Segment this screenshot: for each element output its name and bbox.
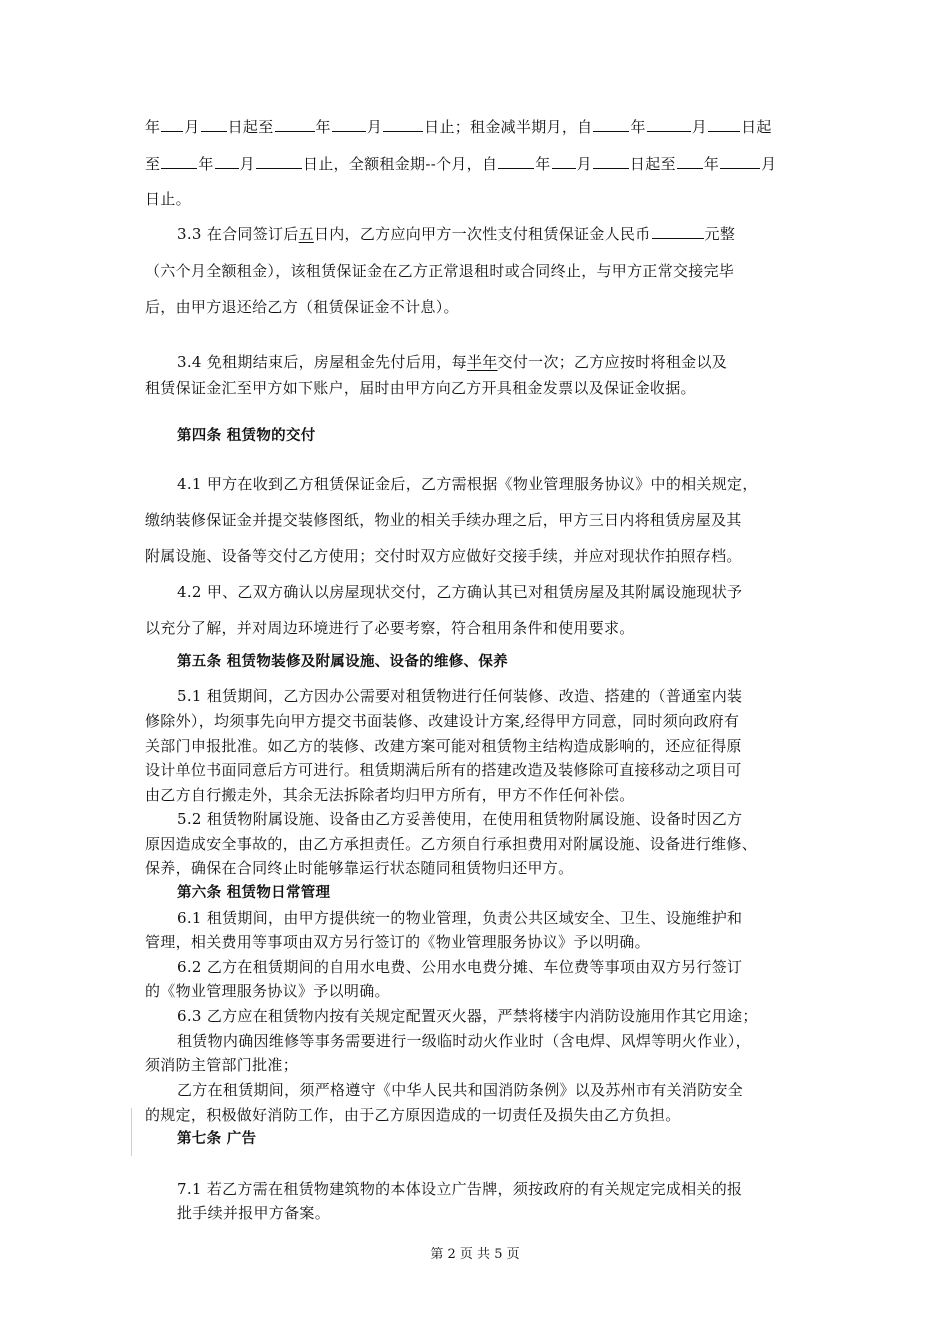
rent-period-line-2: 至 年 月 日止，全额租金期--个月，自 年 月 日起至 年 月 — [145, 155, 777, 173]
paragraph-4-2-line-1: 4.2 甲、乙双方确认以房屋现状交付，乙方确认其已对租赁房屋及其附属设施现状予 — [177, 583, 743, 601]
paragraph-5-1-line-5: 由乙方自行搬走外，其余无法拆除者均归甲方所有，甲方不作任何补偿。 — [145, 786, 635, 804]
paragraph-4-1-line-1: 4.1 甲方在收到乙方租赁保证金后，乙方需根据《物业管理服务协议》中的相关规定， — [177, 475, 758, 493]
rent-period-line-3: 日止。 — [145, 190, 191, 208]
paragraph-6-2-line-1: 6.2 乙方在租赁期间的自用水电费、公用水电费分摊、车位费等事项由双方另行签订 — [177, 958, 743, 976]
paragraph-5-2-line-1: 5.2 租赁物附属设施、设备由乙方妥善使用，在使用租赁物附属设施、设备时因乙方 — [177, 810, 743, 828]
paragraph-3-4-line-1: 3.4 免租期结束后，房屋租金先付后用，每半年交付一次；乙方应按时将租金以及 — [177, 353, 728, 371]
paragraph-6-3-line-1: 6.3 乙方应在租赁物内按有关规定配置灭火器，严禁将楼宇内消防设施用作其它用途； — [177, 1007, 758, 1025]
paragraph-7-1-line-2: 批手续并报甲方备案。 — [177, 1204, 331, 1222]
paragraph-4-1-line-2: 缴纳装修保证金并提交装修图纸，物业的相关手续办理之后，甲方三日内将租赁房屋及其 — [145, 511, 742, 529]
clause-6-heading: 第六条 租赁物日常管理 — [177, 885, 331, 901]
paragraph-6-3-line-5: 的规定，积极做好消防工作，由于乙方原因造成的一切责任及损失由乙方负担。 — [145, 1106, 681, 1124]
paragraph-3-3-line-2: （六个月全额租金），该租赁保证金在乙方正常退租时或合同终止，与甲方正常交接完毕 — [145, 262, 735, 280]
paragraph-6-3-line-4: 乙方在租赁期间，须严格遵守《中华人民共和国消防条例》以及苏州市有关消防安全 — [177, 1081, 744, 1099]
paragraph-5-1-line-1: 5.1 租赁期间，乙方因办公需要对租赁物进行任何装修、改造、搭建的（普通室内装 — [177, 687, 743, 705]
paragraph-6-2-line-2: 的《物业管理服务协议》予以明确。 — [145, 982, 390, 1000]
paragraph-6-3-line-2: 租赁物内确因维修等事务需要进行一级临时动火作业时（含电焊、风焊等明火作业）， — [177, 1032, 751, 1050]
paragraph-5-1-line-2: 修除外），均须事先向甲方提交书面装修、改建设计方案,经得甲方同意，同时须向政府有 — [145, 712, 740, 730]
clause-7-heading: 第七条 广告 — [177, 1131, 257, 1147]
clause-5-heading: 第五条 租赁物装修及附属设施、设备的维修、保养 — [177, 654, 508, 670]
paragraph-6-3-line-3: 须消防主管部门批准； — [145, 1056, 299, 1074]
paragraph-3-3-line-1: 3.3 在合同签订后五日内，乙方应向甲方一次性支付租赁保证金人民币 元整 — [177, 225, 736, 243]
paragraph-5-2-line-2: 原因造成安全事故的，由乙方承担责任。乙方须自行承担费用对附属设施、设备进行维修、 — [145, 835, 758, 853]
paragraph-4-2-line-2: 以充分了解，并对周边环境进行了必要考察，符合租用条件和使用要求。 — [145, 619, 635, 637]
paragraph-7-1-line-1: 7.1 若乙方需在租赁物建筑物的本体设立广告牌，须按政府的有关规定完成相关的报 — [177, 1180, 743, 1198]
paragraph-3-4-line-2: 租赁保证金汇至甲方如下账户，届时由甲方向乙方开具租金发票以及保证金收据。 — [145, 379, 696, 397]
clause-4-heading: 第四条 租赁物的交付 — [177, 428, 316, 444]
paragraph-4-1-line-3: 附属设施、设备等交付乙方使用；交付时双方应做好交接手续，并应对现状作拍照存档。 — [145, 547, 742, 565]
paragraph-3-3-line-3: 后，由甲方退还给乙方（租赁保证金不计息）。 — [145, 298, 459, 316]
page-number-footer: 第 2 页 共 5 页 — [430, 1247, 520, 1262]
rent-period-line-1: 年 月 日起至 年 月 日止；租金减半期月，自 年 月 日起 — [145, 118, 772, 136]
paragraph-6-1-line-2: 管理，相关费用等事项由双方另行签订的《物业管理服务协议》予以明确。 — [145, 933, 650, 951]
paragraph-6-1-line-1: 6.1 租赁期间，由甲方提供统一的物业管理，负责公共区域安全、卫生、设施维护和 — [177, 909, 743, 927]
margin-change-bar — [131, 1108, 132, 1156]
paragraph-5-1-line-3: 关部门申报批准。如乙方的装修、改建方案可能对租赁物主结构造成影响的，还应征得原 — [145, 737, 742, 755]
paragraph-5-2-line-3: 保养，确保在合同终止时能够靠运行状态随同租赁物归还甲方。 — [145, 859, 574, 877]
paragraph-5-1-line-4: 设计单位书面同意后方可进行。租赁期满后所有的搭建改造及装修除可直接移动之项目可 — [145, 761, 742, 779]
